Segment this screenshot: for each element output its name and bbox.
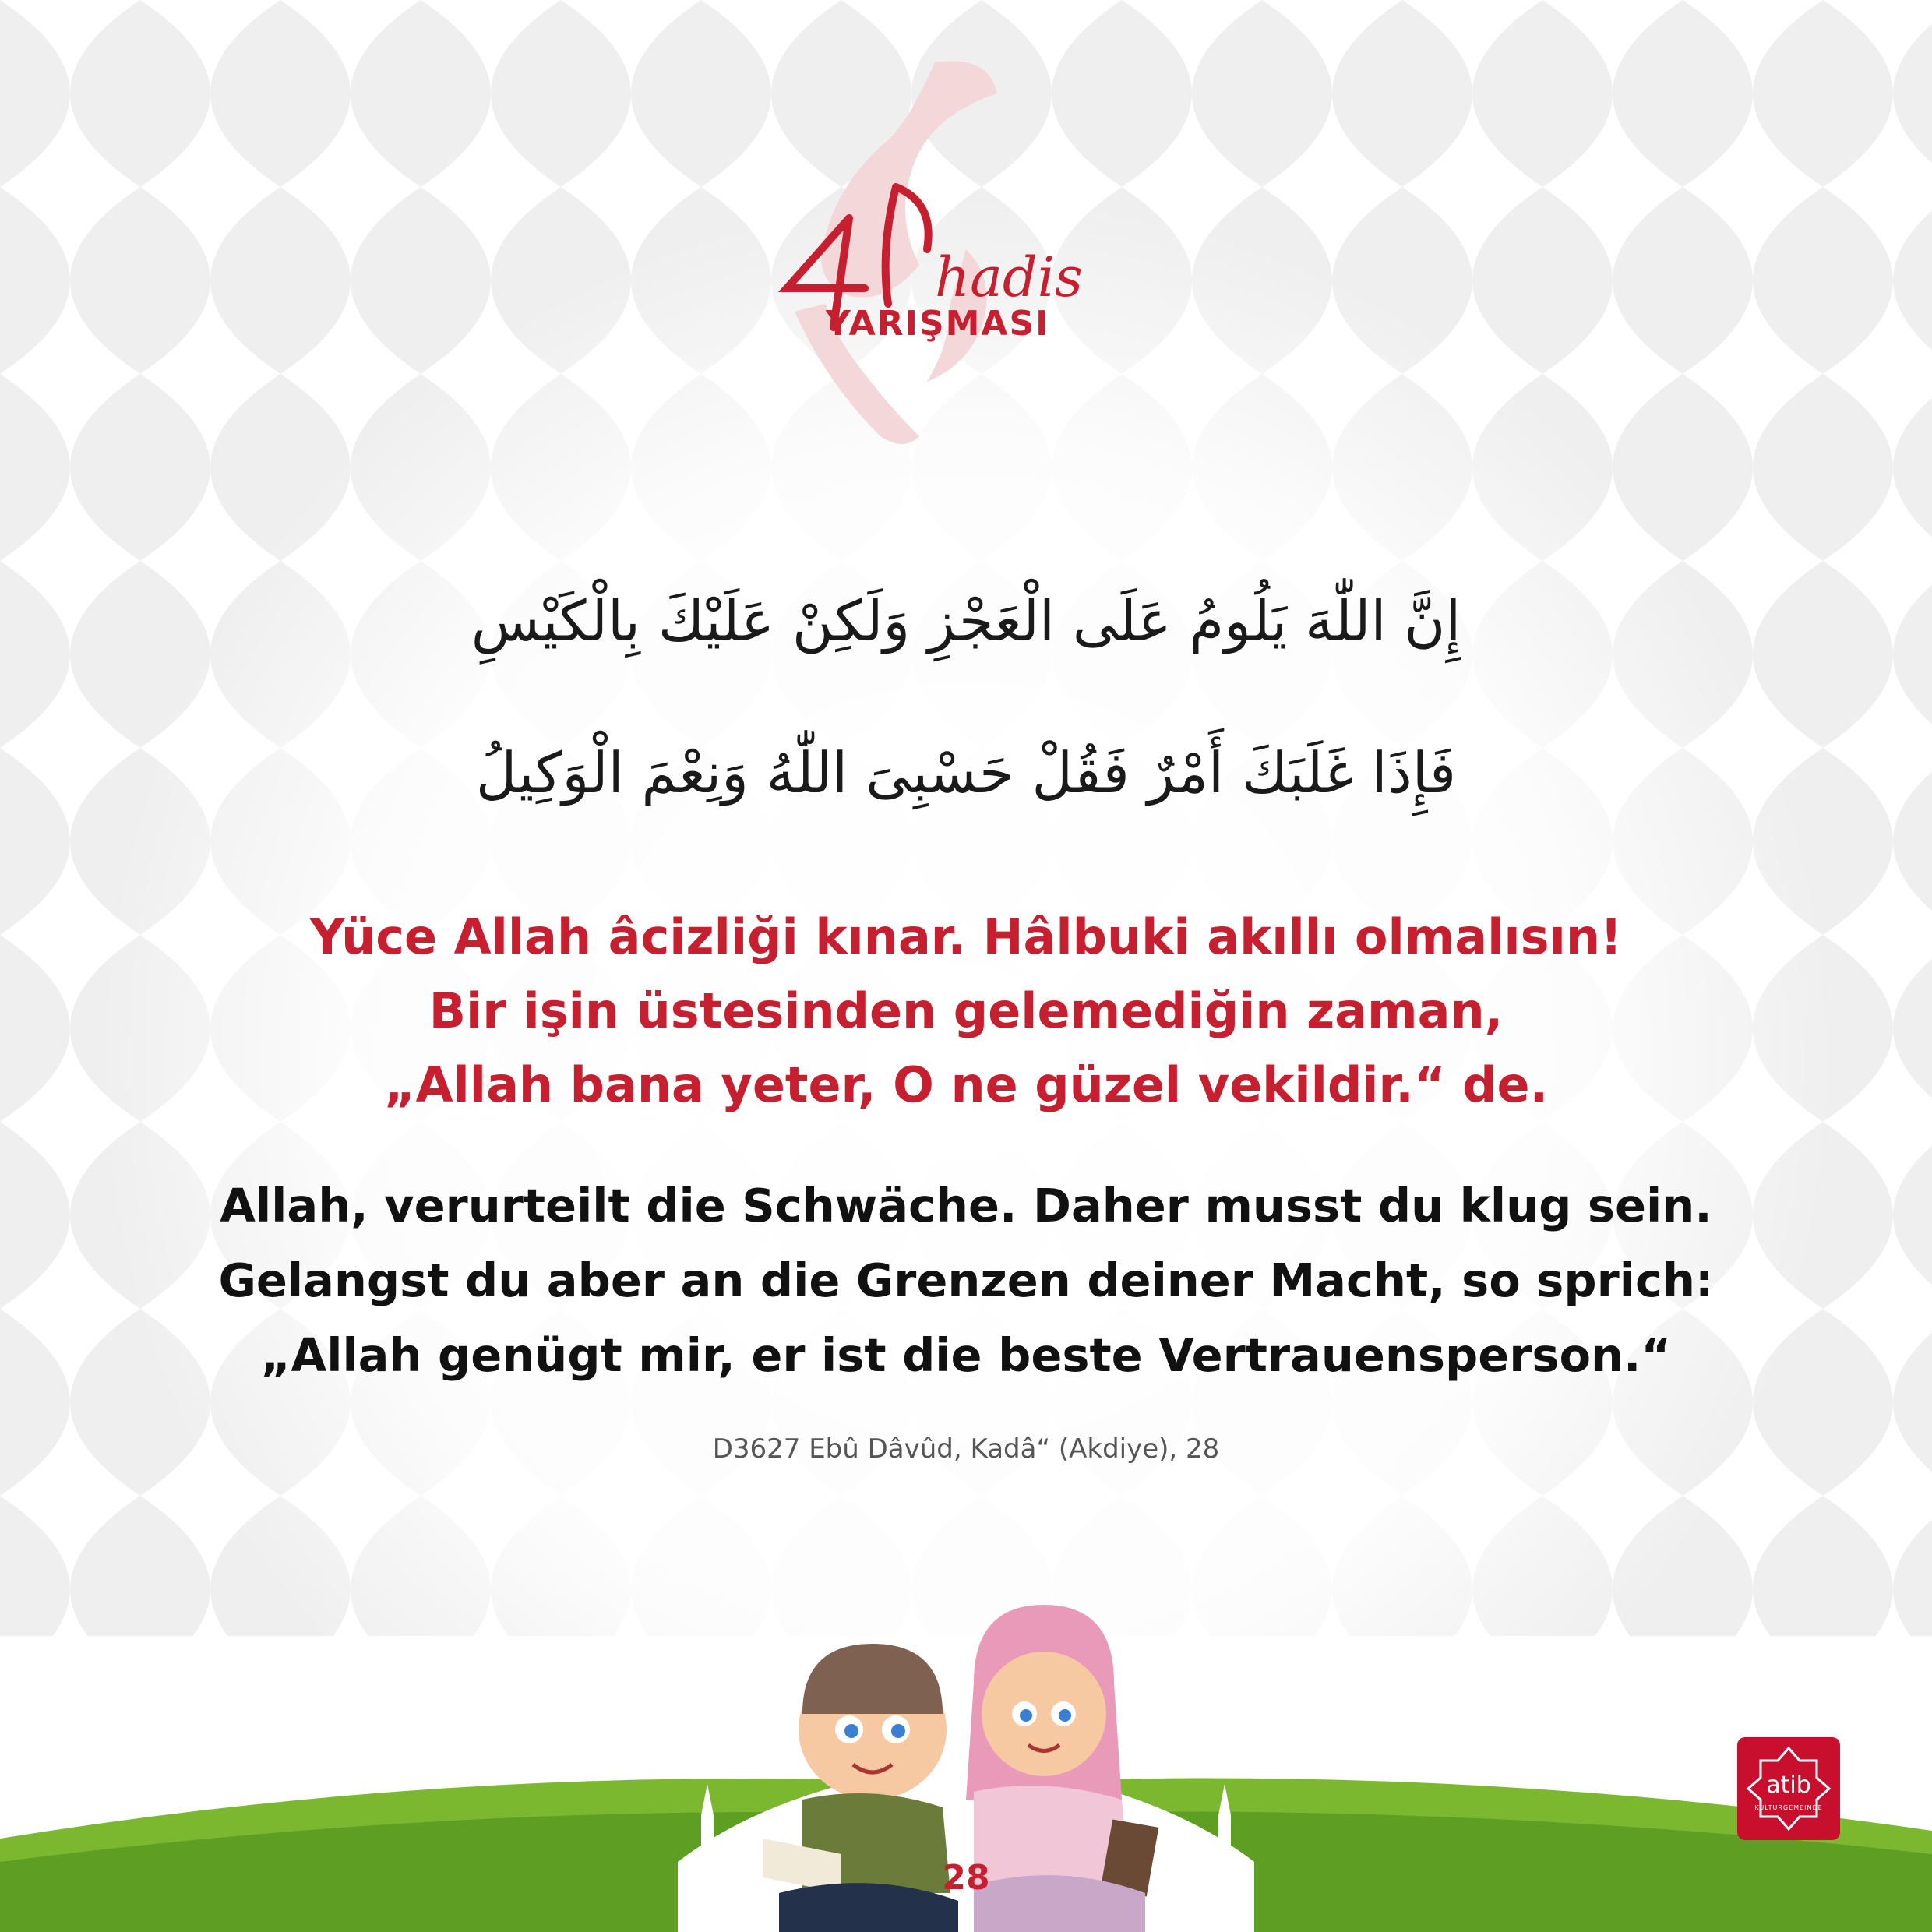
atib-name: atib xyxy=(1766,1772,1811,1799)
logo-script-word: hadis xyxy=(935,245,1083,309)
turkish-line-1: Yüce Allah âcizliği kınar. Hâlbuki akıllı olmalısın! xyxy=(309,908,1623,965)
arabic-line-2: فَإِذَا غَلَبَكَ أَمْرٌ فَقُلْ حَسْبِىَ اللّٰهُ وَنِعْمَ الْوَكِيلُ xyxy=(475,740,1457,806)
page-number: 28 xyxy=(942,1858,990,1898)
german-line-1: Allah, verurteilt die Schwäche. Daher musst du klug sein. xyxy=(220,1179,1712,1232)
atib-logo xyxy=(1737,1737,1840,1840)
german-line-3: „Allah genügt mir, er ist die beste Vertrauensperson.“ xyxy=(260,1328,1672,1382)
german-line-2: Gelangst du aber an die Grenzen deiner Macht, so sprich: xyxy=(218,1253,1714,1307)
hadith-source: D3627 Ebû Dâvûd, Kadâ“ (Akdiye), 28 xyxy=(712,1433,1220,1465)
logo-word: YARIŞMASI xyxy=(826,304,1050,344)
atib-subtitle: KULTURGEMEINDE xyxy=(1754,1804,1823,1811)
turkish-translation xyxy=(0,900,1932,1122)
arabic-line-1: إِنَّ اللّٰهَ يَلُومُ عَلَى الْعَجْزِ وَلَكِنْ عَلَيْكَ بِالْكَيْسِ xyxy=(471,588,1461,654)
turkish-line-3: „Allah bana yeter, O ne güzel vekildir.“ de. xyxy=(383,1056,1549,1113)
hadis-yarismasi-logo xyxy=(732,47,1169,483)
german-translation xyxy=(0,1169,1932,1393)
mosque-silhouette xyxy=(678,1737,1254,1932)
turkish-line-2: Bir işin üstesinden gelemediğin zaman, xyxy=(428,982,1504,1039)
